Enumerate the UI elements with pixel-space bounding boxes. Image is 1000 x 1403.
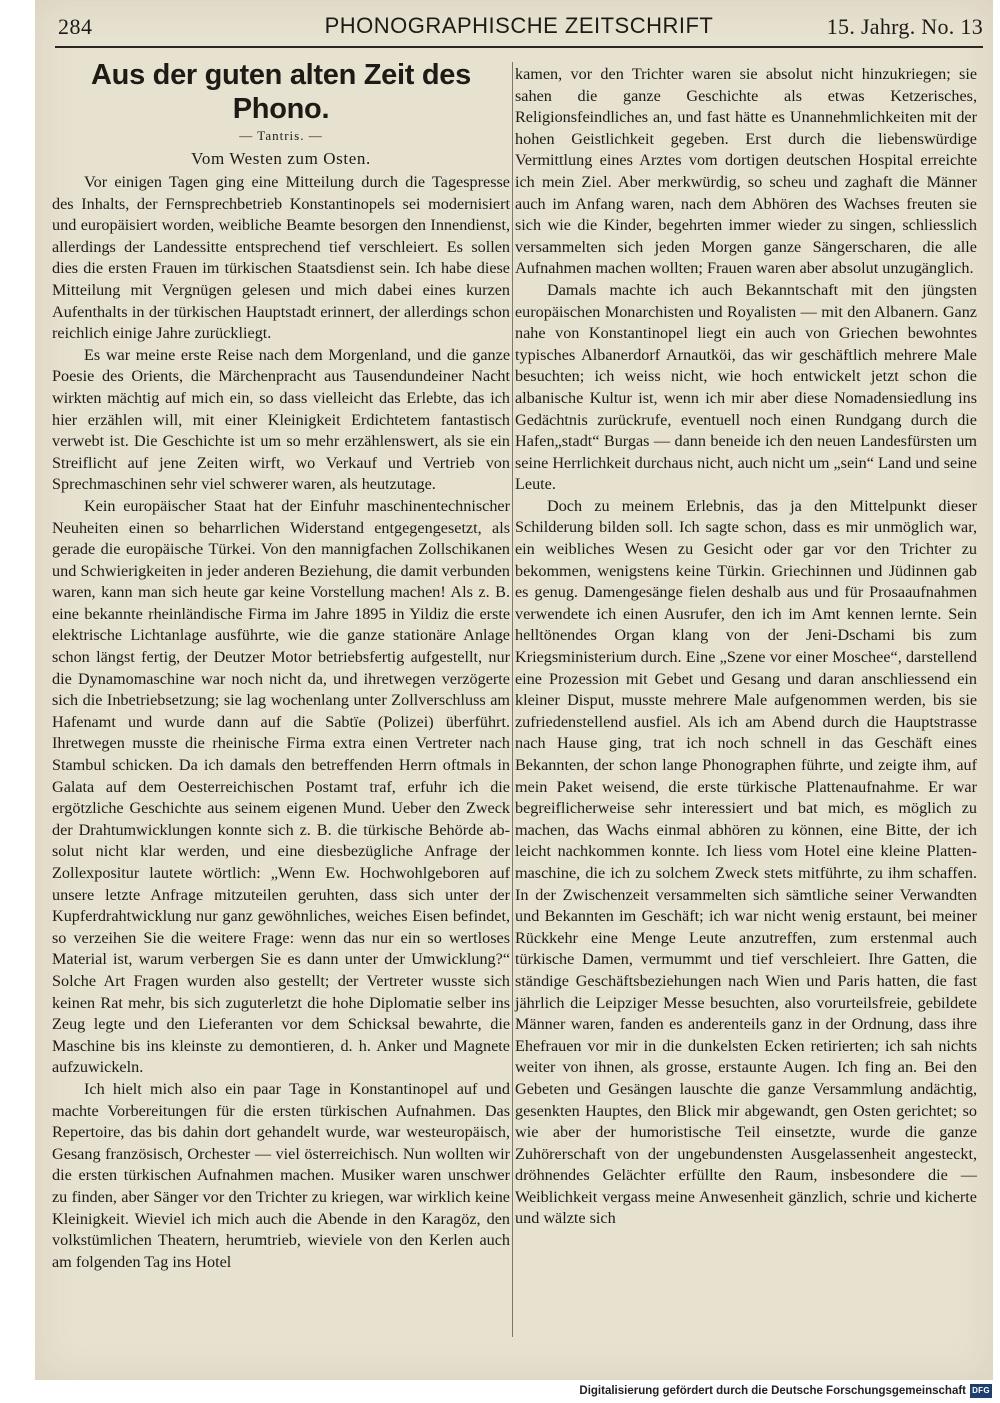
- footer-credit: Digitalisierung gefördert durch die Deutsche Forschungsgemeinschaft: [579, 1385, 966, 1397]
- article-subtitle: Vom Westen zum Osten.: [191, 149, 371, 168]
- article-title: Aus der guten alten Zeit des Phono.: [91, 59, 471, 125]
- newspaper-page: [35, 0, 993, 1380]
- paragraph-continued: kamen, vor den Trichter waren sie absolut nicht hinzukriegen; sie sahen die ganze Geschichte als etwas Ketzerisches, Religionsfeindliches an, und fast hätte es Unannehmlichkeiten mit der hohen Geistlichkeit gegeben. Erst durch die liebenswürdige Vermittlung eines Arztes vom dortigen deutschen Hospital erreichte ich mein Ziel. Aber merkwürdig, so scheu und zaghaft die Männer auch im Anfang waren, nach dem Abhören des Wachses freuten sie sich wie die Kinder, begehrten immer wieder zu singen, schliesslich versammelten sich jeden Morgen ganze Sängerscharen, die alle Aufnahmen machen wollten; Frauen waren aber absolut unzugänglich.: [515, 65, 977, 278]
- right-column: [515, 64, 977, 1230]
- dfg-logo-icon: DFG: [970, 1384, 992, 1398]
- paragraph: Es war meine erste Reise nach dem Morgenland, und die ganze Poesie des Orients, die Märchenpracht aus Tausendundeiner Nacht wirkten mächtig auf mich ein, so dass vielleicht das Erlebte, das ich hier erzählen will, mit einer Kleinigkeit Erdichtetem fantastisch verwebt ist. Die Geschichte ist um so mehr erzählenswert, als sie ein Streiflicht auf jene Zeiten wirft, wo Verkauf und Vertrieb von Sprechmaschinen sehr viel schwerer waren, als heutzutage.: [52, 345, 510, 494]
- paragraph: Vor einigen Tagen ging eine Mitteilung durch die Tagespresse des Inhalts, der Fernsprechbetrieb Konstantinopels sei modernisiert und europäisiert worden, weibliche Beamte besorgen den Innendienst, allerdings der Landessitte entsprechend tief verschleiert. Es sollen dies die ersten Frauen im türkischen Staatsdienst sein. Ich habe diese Mitteilung mit Vergnügen gelesen und mich dabei eines kurzen Aufenthalts in der türkischen Hauptstadt erinnert, der allerdings schon reichlich einige Jahre zurückliegt.: [52, 173, 510, 343]
- issue-label: 15. Jahrg. No. 13: [826, 14, 983, 39]
- paragraph: Doch zu meinem Erlebnis, das ja den Mittelpunkt dieser Schilderung bilden soll. Ich sagte schon, dass es mir unmöglich war, ein weibliches Wesen zu Gesicht oder gar vor den Trichter zu bekommen, wenigstens keine Türkin. Griechinnen und Jüdinnen gab es genug. Damengesänge fielen deshalb aus und für Prosaaufnahmen verwendete ich einen Ausrufer, den ich im Amt kennen lernte. Sein helltönendes Organ klang von der Jeni-Dschami bis zum Kriegsministerium durch. Eine „Szene vor einer Moschee“, darstellend eine Prozession mit Gebet und Gesang und daran anschliessend ein kleiner Disput, musste mehrere Male aufgenommen werden, bis sie zufriedenstellend ausfiel. Als ich am Abend durch die Hauptstrasse nach Hause ging, trat ich noch schnell in das Geschäft eines Bekannten, der schon lange Phonographen führte, und zeigte ihm, auf mein Paket weisend, die erste türkische Plattenaufnahme. Er war begreiflicherweise sehr interessiert und bat mich, es möglich zu machen, das Wachs einmal abhören zu können, eine Bitte, der ich leicht nachkommen konnte. Ich liess vom Hotel eine kleine Plattenmaschine, die ich zu solchem Zweck stets mitführte, zu ihm schaffen. In der Zwischenzeit versammelten sich sämtliche seiner Verwandten und Bekannten im Geschäft; ich war nicht wenig erstaunt, bei meiner Rückkehr eine Menge Leute anzutreffen, zum erstenmal auch türkische Damen, vermummt und tief verschleiert. Ihre Gatten, die ständige Geschäftsbeziehungen nach Wien und Paris hatten, die fast jährlich die Leipziger Messe besuchten, also vorurteilsfreie, gebildete Männer waren, fanden es anderenteils ganz in der Ordnung, dass ihre Ehefrauen vor mir in die dunkelsten Ecken retirierten; ich sah nichts weiter von ihnen, als grosse, erstaunte Augen. Ich fing an. Bei den Gebeten und Gesängen lauschte die ganze Versammlung andächtig, gesenkten Hauptes, den Blick mir abgewandt, gen Osten gerichtet; so wie aber der humoristische Teil einsetzte, wurde die ganze Zuhörerschaft von der ungebundensten Ausgelassenheit angesteckt, dröhnendes Gelächter erfüllte den Raum, insbesondere die — Weiblichkeit vergass meine Anwesenheit gänzlich, schrie und kicherte und wälzte sich: [515, 496, 977, 1228]
- paragraph: Kein europäischer Staat hat der Einfuhr maschinentechnischer Neuheiten einen so beharrlichen Widerstand entgegengesetzt, als gerade die europäische Türkei. Von den mannigfachen Zollschikanen und Schwierigkeiten in jeder anderen Beziehung, die damit verbunden waren, kann man sich heute gar keine Vorstellung machen! Als z. B. eine bekannte rheinländische Firma im Jahre 1895 in Yildiz die erste elektrische Lichtanlage ausführte, wie die ganze stationäre Anlage schon längst fertig, der Deutzer Motor betriebsfertig aufgestellt, nur die Dynamomaschine war noch nicht da, und ihretwegen verzögerte sich die Inbetriebsetzung; sie lag wochenlang unter Zollverschluss am Hafenamt und wurde dann auf die Sabtïe (Polizei) überführt. Ihretwegen musste die rheinische Firma extra einen Vertreter nach Stambul schicken. Da ich damals den betreffenden Herrn oftmals in Galata auf dem Oesterreichischen Postamt traf, erfuhr ich die ergötzliche Geschichte aus seinem eigenen Mund. Ueber den Zweck der Drahtumwicklungen konnte sich z. B. die türkische Behörde absolut nicht klar werden, und eine diesbezügliche Anfrage der Zollexpositur lautete wörtlich: „Wenn Ew. Hochwohlgeboren auf unsere letzte Anfrage mitzuteilen geruhten, dass sich unter der Kupferdrahtwicklung nur ganz gewöhnliches, weiches Eisen befindet, so verzeihen Sie die weitere Frage: wenn das nur ein so wertloses Material ist, warum verbergen Sie es dann unter der Umwicklung?“ Solche Art Fragen wurden also gestellt; der Vertreter wusste sich keinen Rat mehr, bis sich zuguterletzt die hohe Diplomatie selber ins Zeug legte und den Lieferanten vor dem Schicksal bewahrte, die Maschine bis ins kleinste zu demontieren, d. h. Anker und Magnete aufzuwickeln.: [52, 496, 510, 1077]
- page-header: [55, 12, 983, 48]
- article-author: — Tantris. —: [239, 128, 323, 143]
- paragraph: Damals machte ich auch Bekanntschaft mit den jüngsten europäischen Monarchisten und Royalisten — mit den Albanern. Ganz nahe von Konstantinopel liegt ein auch von Griechen bewohntes typisches Albanerdorf Arnautköi, das wir geschäftlich mehrere Male besuchten; ich weiss nicht, wie hoch entwickelt jetzt schon die albanische Kultur ist, wenn ich mir aber diese Nomadensiedlung ins Gedächtnis zurückrufe, eventuell noch einen Rundgang durch die Hafen„stadt“ Burgas — dann beneide ich den neuen Landesfürsten um seine Herrlichkeit durchaus nicht, auch nicht um „sein“ Land und seine Leute.: [515, 280, 977, 494]
- page-number: 284: [58, 14, 93, 39]
- column-divider: [512, 62, 513, 1337]
- left-column: [52, 56, 510, 1273]
- paragraph: Ich hielt mich also ein paar Tage in Konstantinopel auf und machte Vorbereitungen für die ersten türkischen Aufnahmen. Das Repertoire, das bis dahin dort gehandelt wurde, war westeuropäisch, Gesang französisch, Orchester — viel österreichisch. Nun wollten wir die ersten türkischen Aufnahmen machen. Musiker waren unschwer zu finden, aber Sänger vor den Trichter zu kriegen, war wirklich keine Kleinigkeit. Wieviel ich mich auch die Abende in den Karagöz, den volkstümlichen Theatern, herumtrieb, wieviele von den Kerlen auch am folgenden Tag ins Hotel: [52, 1079, 510, 1271]
- journal-title: PHONOGRAPHISCHE ZEITSCHRIFT: [324, 13, 714, 38]
